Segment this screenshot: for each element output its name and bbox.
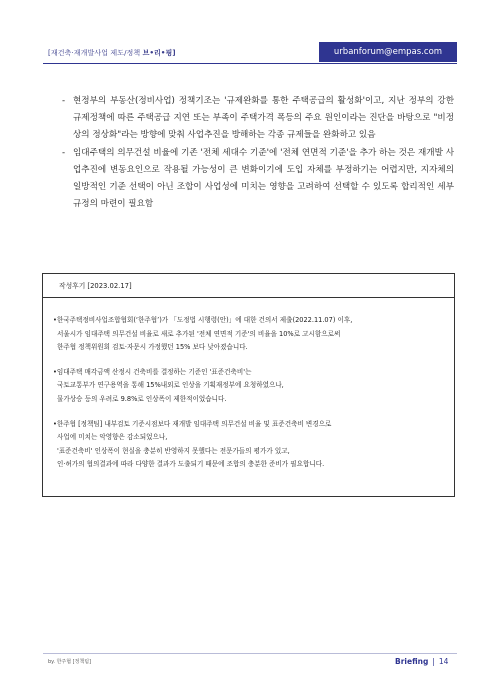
body-line: 미치는 영향을 고려하여 선택할 수 있도록 합리적인 세부규정의 마련이 필요함 xyxy=(73,182,454,210)
footer-label: Briefing xyxy=(395,657,429,666)
note-line: 한주협 정책위원회 검토·자문시 가정했던 15% 보다 낮아졌습니다. xyxy=(57,343,248,352)
body-line: 주요 원인이라는 진단을 바탕으로 "비정상의 정상화"라는 방향에 맞춰 사업추진을 xyxy=(73,113,454,141)
note-item xyxy=(53,314,447,355)
body-line: 현정부의 부동산(정비사업) 정책기조는 '규제완화를 통한 주택공급의 활성화'이고, xyxy=(73,96,385,106)
header-email[interactable]: urbanforum@empas.com xyxy=(333,47,443,57)
header-email-banner xyxy=(319,42,457,62)
dash-bullet: - xyxy=(62,147,66,158)
note-line: 인·허가의 협의결과에 따라 다양한 결과가 도출되기 때문에 조합의 충분한 준비가 필요합니다. xyxy=(57,460,325,469)
note-body xyxy=(53,314,447,483)
header-divider xyxy=(43,63,457,64)
note-item xyxy=(53,366,447,407)
header-series-name: 브•리•핑] xyxy=(142,49,176,57)
body-paragraph xyxy=(62,145,454,214)
body-line: 방해하는 각종 규제들을 완화하고 있음 xyxy=(231,130,376,141)
note-line: 물가상승 등의 우려로 9.8%로 인상폭이 제한적이었습니다. xyxy=(57,394,227,403)
footer-page-info xyxy=(395,657,448,666)
writing-note-box xyxy=(42,273,455,497)
note-item xyxy=(53,418,447,472)
note-line: 국토교통부가 연구용역을 통해 15%내외로 인상을 기획재정부에 요청하였으나, xyxy=(57,381,284,390)
body-line: 하는 것은 재개발 사업추진에 변동요인으로 작용될 가능성이 큰 변화이기에 도입 xyxy=(73,147,455,175)
note-line: •한국주택정비사업조합협회(‘한주협’)가 「도정법 시행령(안)」에 대한 건의서 제출(2022.11.07) 이후, xyxy=(53,316,353,324)
header-section-label xyxy=(48,48,176,58)
header-category: [재건축·재개발사업 제도/정책 xyxy=(48,49,141,57)
note-title-row xyxy=(43,274,454,298)
body-line: 임대주택의 의무건설 비율에 기존 '전체 세대수 기준'에 '전체 연면적 기준'을 추가 xyxy=(73,147,377,158)
note-line: •한주협 [정책팀] 내부검토 기준시점보다 재개발 임대주택 의무건설 비율 및 표준건축비 변경으로 xyxy=(53,419,332,428)
note-line: 서울시가 임대주택 의무건설 비율로 새로 추가된 '전체 연면적 기준'의 비율을 10%로 고시함으로써 xyxy=(57,329,341,338)
footer-divider xyxy=(43,653,457,654)
footer-author: by. 한주협 [정책팀] xyxy=(48,659,92,665)
page-number: 14 xyxy=(438,657,449,666)
body-line: 자체를 부정하기는 어렵지만, 지자체의 일방적인 기준 선택이 아닌 조합이 사업성에 xyxy=(73,164,454,193)
note-title: 작성후기 [2023.02.17] xyxy=(59,282,132,290)
footer-separator: | xyxy=(432,657,435,666)
body-paragraph xyxy=(62,93,454,145)
body-line: 지난 정부의 강한 규제정책에 따른 주택공급 지연 또는 부족이 주택가격 폭등의 xyxy=(73,96,455,124)
note-line: 사업에 미치는 악영향은 감소되었으나, xyxy=(57,433,168,442)
dash-bullet: - xyxy=(62,96,66,106)
body-text xyxy=(62,93,454,213)
note-line: •임대주택 매각금액 산정시 건축비를 결정하는 기준인 '표준건축비'는 xyxy=(53,367,252,376)
note-line: '표준건축비' 인상폭이 현실을 충분히 반영하지 못했다는 전문가들의 평가가 있고, xyxy=(57,446,290,455)
